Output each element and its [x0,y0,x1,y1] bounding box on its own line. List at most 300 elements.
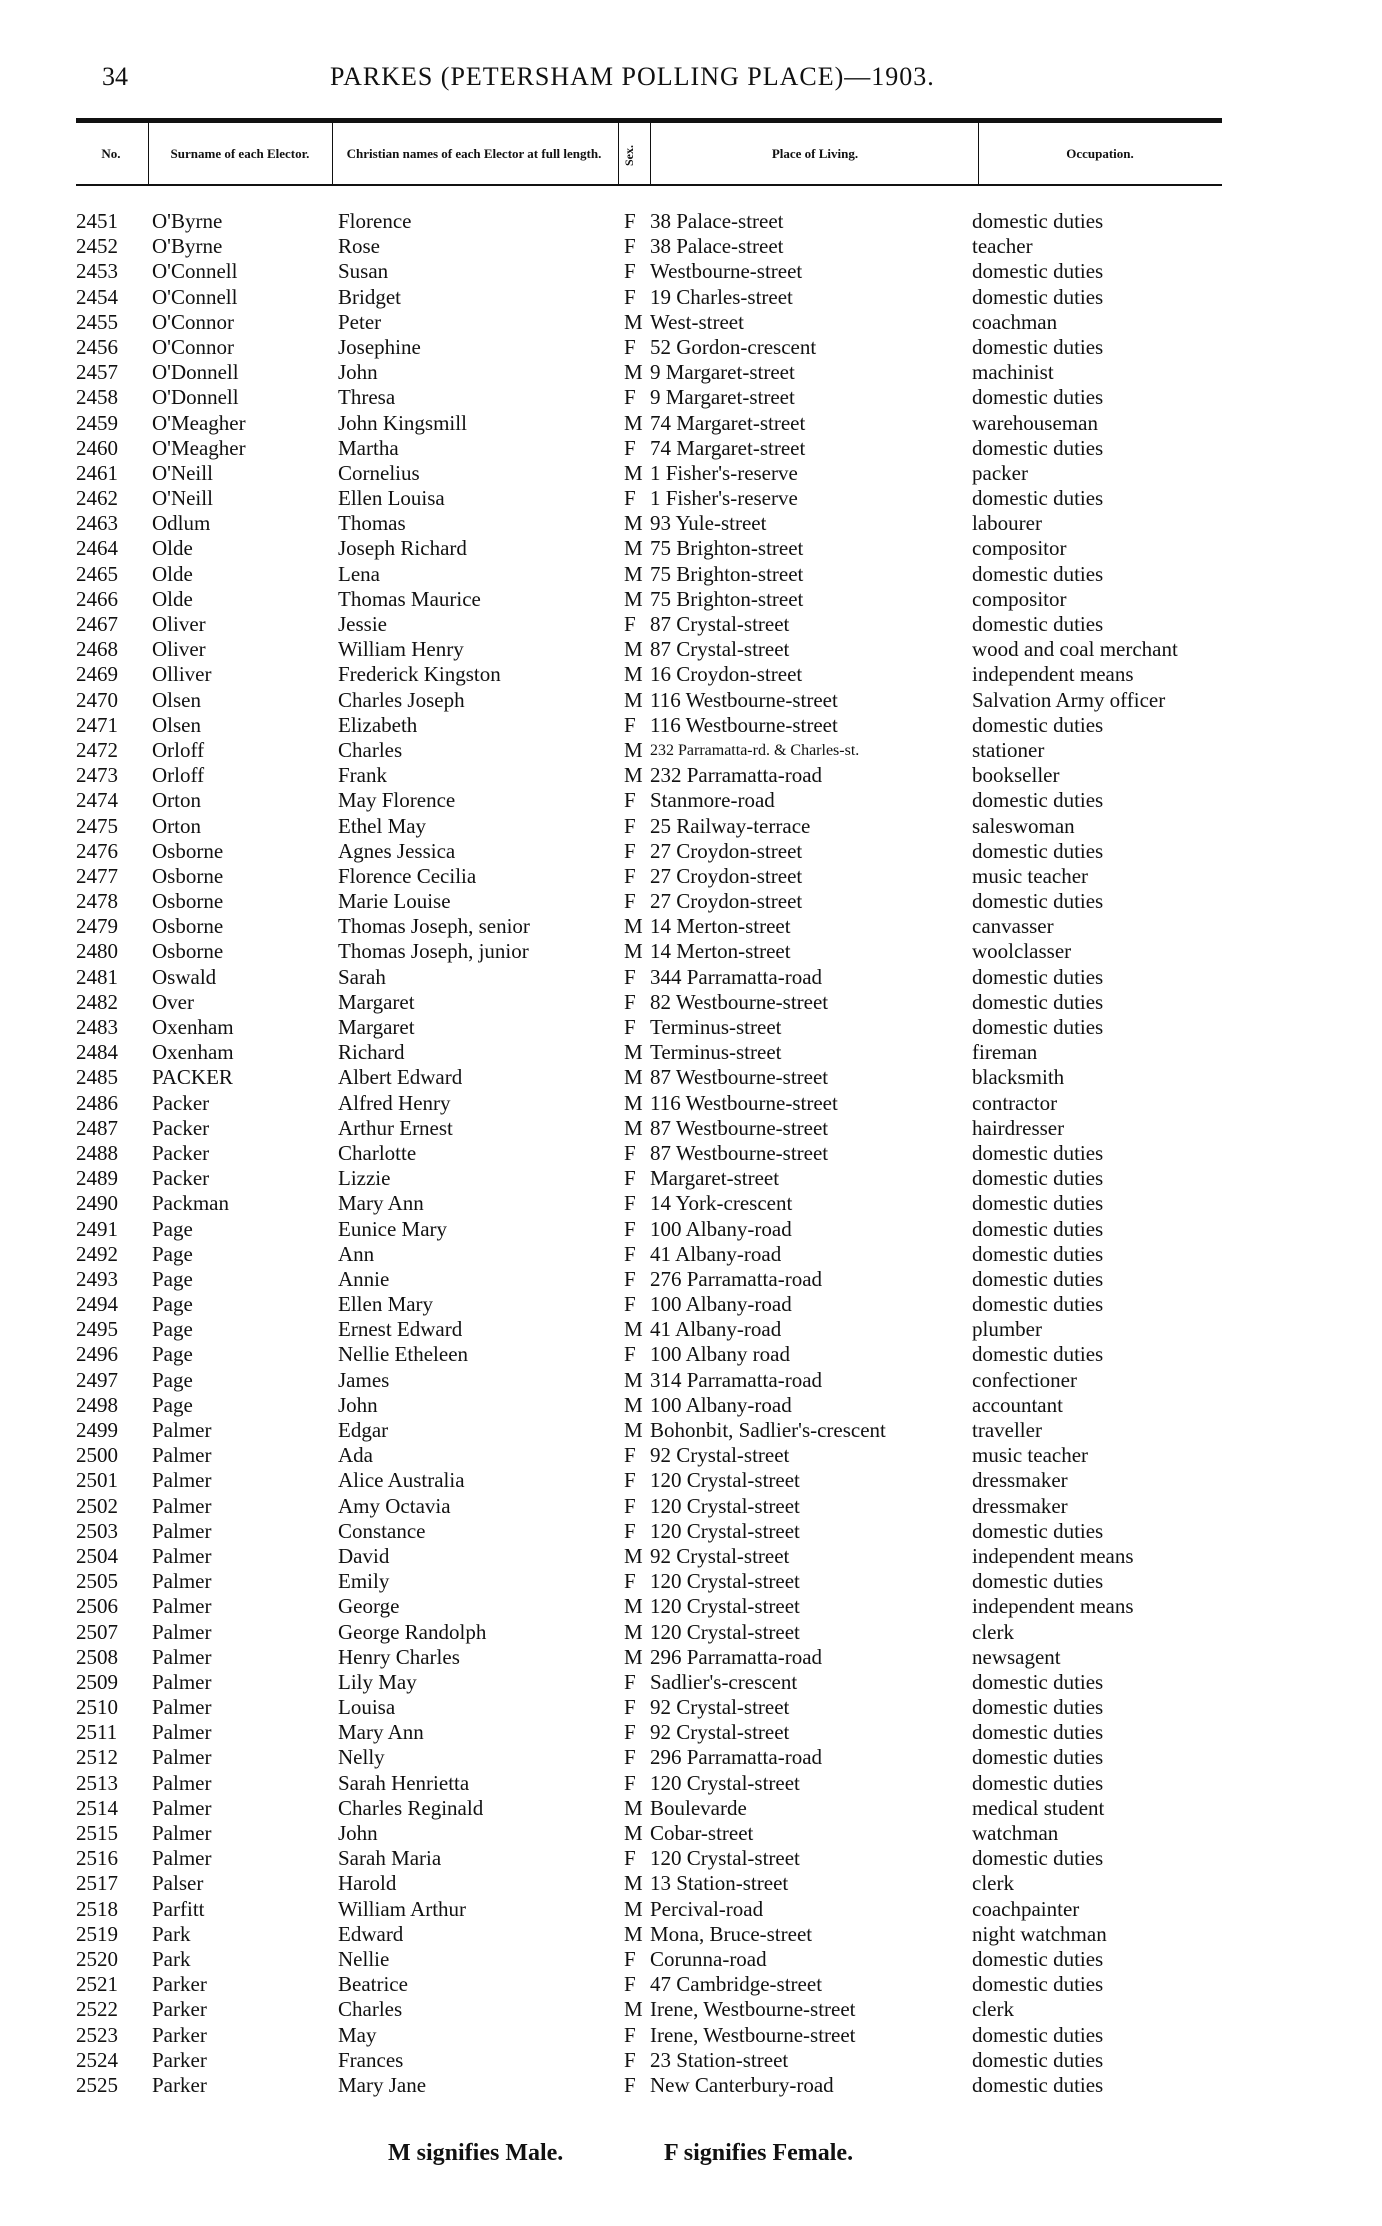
elector-list [0,209,1382,2098]
elector-place: 74 Margaret-street [650,410,806,435]
elector-occupation: woolclasser [972,939,1072,964]
table-row [0,1620,1382,1645]
elector-christian-names: Ellen Mary [338,1292,434,1317]
elector-sex: M [624,1090,643,1115]
elector-place: Margaret-street [650,1166,780,1191]
elector-number: 2520 [76,1946,118,1971]
col-header-christian: Christian names of each Elector at full length. [346,146,602,161]
elector-occupation: domestic duties [972,1695,1104,1720]
table-row [0,889,1382,914]
table-row [0,1468,1382,1493]
elector-occupation: domestic duties [972,2047,1104,2072]
elector-sex: M [624,586,643,611]
elector-number: 2466 [76,586,118,611]
table-row [0,2048,1382,2073]
elector-christian-names: Agnes Jessica [338,838,456,863]
elector-number: 2487 [76,1115,118,1140]
elector-occupation: domestic duties [972,1266,1104,1291]
elector-sex: M [624,1543,643,1568]
elector-christian-names: Peter [338,309,382,334]
elector-christian-names: John [338,1392,378,1417]
elector-surname: Palmer [152,1443,212,1468]
elector-surname: Palmer [152,1468,212,1493]
table-row [0,1871,1382,1896]
elector-place: 120 Crystal-street [650,1770,800,1795]
elector-surname: Palmer [152,1594,212,1619]
table-row [0,511,1382,536]
elector-place: Irene, Westbourne-street [650,2022,856,2047]
elector-number: 2465 [76,561,118,586]
elector-sex: M [624,1619,643,1644]
elector-christian-names: May Florence [338,788,456,813]
elector-sex: F [624,234,636,259]
divider [650,122,651,184]
elector-christian-names: Charlotte [338,1140,417,1165]
elector-sex: M [624,1644,643,1669]
table-row [0,662,1382,687]
elector-christian-names: James [338,1367,390,1392]
elector-surname: O'Donnell [152,360,239,385]
elector-occupation: dressmaker [972,1493,1068,1518]
elector-occupation: coachman [972,309,1058,334]
table-row [0,814,1382,839]
elector-occupation: blacksmith [972,1065,1065,1090]
table-row [0,990,1382,1015]
elector-place: 23 Station-street [650,2047,789,2072]
elector-number: 2522 [76,1997,118,2022]
elector-place: Corunna-road [650,1946,767,1971]
table-row [0,1191,1382,1216]
elector-surname: Parker [152,1997,207,2022]
elector-place: 9 Margaret-street [650,360,795,385]
elector-place: 87 Westbourne-street [650,1140,829,1165]
elector-christian-names: Thomas Joseph, senior [338,914,530,939]
elector-number: 2469 [76,662,118,687]
table-row [0,1091,1382,1116]
elector-sex: M [624,1871,643,1896]
elector-sex: M [624,737,643,762]
table-row [0,310,1382,335]
elector-sex: F [624,1669,636,1694]
elector-surname: Parfitt [152,1896,205,1921]
elector-place: Cobar-street [650,1821,754,1845]
table-row [0,1695,1382,1720]
table-row [0,2023,1382,2048]
table-row [0,436,1382,461]
elector-occupation: domestic duties [972,1342,1104,1367]
elector-sex: M [624,687,643,712]
elector-sex: F [624,1166,636,1191]
elector-surname: Osborne [152,838,224,863]
elector-occupation: clerk [972,1871,1014,1896]
elector-occupation: domestic duties [972,284,1104,309]
elector-sex: F [624,1946,636,1971]
elector-surname: O'Neill [152,460,213,485]
elector-surname: Orton [152,813,201,838]
elector-surname: O'Byrne [152,234,223,259]
elector-number: 2515 [76,1821,118,1845]
elector-number: 2518 [76,1896,118,1921]
elector-place: 75 Brighton-street [650,586,804,611]
table-row [0,839,1382,864]
table-row [0,1116,1382,1141]
elector-place: 116 Westbourne-street [650,687,838,712]
table-row [0,1443,1382,1468]
elector-number: 2472 [76,737,118,762]
elector-christian-names: Constance [338,1518,426,1543]
elector-number: 2477 [76,863,118,888]
divider [148,122,149,184]
elector-number: 2460 [76,435,118,460]
elector-occupation: newsagent [972,1644,1061,1669]
elector-number: 2455 [76,309,118,334]
elector-christian-names: Nellie [338,1946,390,1971]
page-header [0,62,1382,102]
elector-place: 38 Palace-street [650,234,784,259]
elector-place: 100 Albany-road [650,1292,792,1317]
elector-place: 314 Parramatta-road [650,1367,823,1392]
elector-place: 16 Croydon-street [650,662,803,687]
elector-place: 232 Parramatta-road [650,763,823,788]
table-row [0,1947,1382,1972]
elector-christian-names: Mary Ann [338,1191,424,1216]
elector-occupation: independent means [972,662,1134,687]
elector-number: 2501 [76,1468,118,1493]
elector-christian-names: Edward [338,1921,404,1946]
elector-sex: F [624,486,636,511]
elector-number: 2513 [76,1770,118,1795]
elector-christian-names: George Randolph [338,1619,487,1644]
elector-occupation: canvasser [972,914,1054,939]
elector-place: 9 Margaret-street [650,385,795,410]
elector-place: 38 Palace-street [650,209,784,233]
elector-number: 2473 [76,763,118,788]
elector-place: 52 Gordon-crescent [650,334,817,359]
elector-christian-names: Richard [338,1040,405,1065]
elector-place: 296 Parramatta-road [650,1745,823,1770]
elector-sex: F [624,435,636,460]
elector-occupation: warehouseman [972,410,1098,435]
elector-place: 27 Croydon-street [650,863,803,888]
table-row [0,2073,1382,2098]
elector-occupation: domestic duties [972,1972,1104,1997]
elector-christian-names: Eunice Mary [338,1216,448,1241]
divider [332,122,333,184]
elector-christian-names: Joseph Richard [338,536,467,561]
elector-sex: M [624,1795,643,1820]
elector-sex: F [624,612,636,636]
elector-christian-names: Susan [338,259,389,284]
elector-sex: M [624,939,643,964]
elector-christian-names: Charles [338,1997,403,2022]
elector-sex: M [624,1115,643,1140]
elector-sex: F [624,989,636,1014]
table-row [0,1267,1382,1292]
elector-surname: Page [152,1392,193,1417]
elector-occupation: saleswoman [972,813,1075,838]
elector-number: 2514 [76,1795,118,1820]
elector-surname: Page [152,1292,193,1317]
elector-occupation: hairdresser [972,1115,1065,1140]
elector-sex: M [624,1065,643,1090]
elector-christian-names: John [338,1821,378,1845]
elector-number: 2480 [76,939,118,964]
elector-surname: Olde [152,561,193,586]
elector-surname: Palmer [152,1795,212,1820]
elector-surname: Palmer [152,1745,212,1770]
table-row [0,285,1382,310]
page-number: 34 [102,62,128,91]
elector-occupation: coachpainter [972,1896,1080,1921]
elector-sex: F [624,1695,636,1720]
elector-surname: Palmer [152,1821,212,1845]
elector-occupation: domestic duties [972,385,1104,410]
elector-occupation: domestic duties [972,788,1104,813]
elector-sex: M [624,309,643,334]
elector-number: 2462 [76,486,118,511]
elector-place: 75 Brighton-street [650,561,804,586]
elector-christian-names: Mary Jane [338,2072,427,2097]
elector-place: 19 Charles-street [650,284,793,309]
elector-number: 2497 [76,1367,118,1392]
table-row [0,1242,1382,1267]
elector-number: 2525 [76,2072,118,2097]
elector-place: 14 Merton-street [650,939,791,964]
table-row [0,259,1382,284]
elector-number: 2476 [76,838,118,863]
elector-number: 2490 [76,1191,118,1216]
elector-occupation: music teacher [972,863,1089,888]
elector-occupation: domestic duties [972,1241,1104,1266]
elector-place: Mona, Bruce-street [650,1921,813,1946]
col-header-sex: Sex. [622,145,636,167]
elector-christian-names: Florence Cecilia [338,863,477,888]
elector-sex: F [624,1292,636,1317]
table-row [0,1544,1382,1569]
table-row [0,1796,1382,1821]
col-header-no: No. [101,146,121,161]
elector-surname: Olde [152,586,193,611]
elector-surname: Parker [152,2047,207,2072]
elector-occupation: domestic duties [972,964,1104,989]
elector-occupation: domestic duties [972,435,1104,460]
elector-place: 1 Fisher's-reserve [650,486,798,511]
elector-sex: F [624,838,636,863]
elector-surname: Palser [152,1871,204,1896]
elector-occupation: domestic duties [972,889,1104,914]
elector-number: 2491 [76,1216,118,1241]
table-row [0,1645,1382,1670]
elector-sex: F [624,209,636,233]
elector-place: 92 Crystal-street [650,1695,790,1720]
elector-surname: Palmer [152,1846,212,1871]
elector-surname: Palmer [152,1518,212,1543]
elector-number: 2509 [76,1669,118,1694]
elector-surname: Parker [152,2022,207,2047]
elector-sex: M [624,536,643,561]
elector-surname: Oxenham [152,1015,234,1039]
elector-surname: Parker [152,2072,207,2097]
table-row [0,1922,1382,1947]
elector-occupation: compositor [972,586,1067,611]
elector-sex: F [624,1443,636,1468]
elector-christian-names: Ethel May [338,813,427,838]
elector-occupation: domestic duties [972,2072,1104,2097]
elector-surname: Oxenham [152,1040,234,1065]
elector-number: 2485 [76,1065,118,1090]
elector-sex: F [624,1468,636,1493]
elector-place: Irene, Westbourne-street [650,1997,856,2022]
elector-occupation: independent means [972,1594,1134,1619]
elector-sex: M [624,561,643,586]
elector-surname: Oswald [152,964,217,989]
elector-sex: F [624,1770,636,1795]
elector-surname: Page [152,1241,193,1266]
elector-occupation: domestic duties [972,1946,1104,1971]
elector-christian-names: John [338,360,378,385]
elector-place: 41 Albany-road [650,1241,782,1266]
divider [978,122,979,184]
elector-place: Bohonbit, Sadlier's-crescent [650,1418,886,1442]
elector-occupation: machinist [972,360,1054,385]
elector-christian-names: Frank [338,763,387,788]
elector-place: 120 Crystal-street [650,1569,800,1594]
elector-number: 2498 [76,1392,118,1417]
elector-place: 93 Yule-street [650,511,767,536]
elector-christian-names: Sarah Henrietta [338,1770,470,1795]
elector-occupation: domestic duties [972,2022,1104,2047]
elector-place: 14 Merton-street [650,914,791,939]
elector-christian-names: Alice Australia [338,1468,465,1493]
elector-christian-names: Albert Edward [338,1065,463,1090]
elector-occupation: traveller [972,1418,1042,1442]
elector-christian-names: Nelly [338,1745,385,1770]
elector-number: 2505 [76,1569,118,1594]
table-row [0,587,1382,612]
elector-christian-names: Alfred Henry [338,1090,451,1115]
elector-number: 2507 [76,1619,118,1644]
table-row [0,914,1382,939]
elector-occupation: domestic duties [972,1518,1104,1543]
table-row [0,1166,1382,1191]
elector-number: 2517 [76,1871,118,1896]
elector-occupation: Salvation Army officer [972,687,1166,712]
elector-sex: M [624,1594,643,1619]
elector-occupation: clerk [972,1619,1014,1644]
elector-christian-names: Lena [338,561,380,586]
elector-christian-names: Charles Reginald [338,1795,484,1820]
elector-occupation: domestic duties [972,838,1104,863]
elector-number: 2453 [76,259,118,284]
elector-number: 2495 [76,1317,118,1342]
table-row [0,1745,1382,1770]
elector-christian-names: John Kingsmill [338,410,467,435]
elector-christian-names: Sarah [338,964,386,989]
elector-sex: M [624,1317,643,1342]
elector-surname: Palmer [152,1695,212,1720]
elector-sex: F [624,1015,636,1039]
elector-place: 296 Parramatta-road [650,1644,823,1669]
elector-sex: M [624,914,643,939]
table-row [0,1368,1382,1393]
elector-surname: PACKER [152,1065,233,1090]
elector-place: Percival-road [650,1896,764,1921]
elector-place: 120 Crystal-street [650,1619,800,1644]
elector-number: 2508 [76,1644,118,1669]
legend-male: M signifies Male. [388,2140,564,2166]
elector-number: 2493 [76,1266,118,1291]
elector-occupation: contractor [972,1090,1058,1115]
elector-christian-names: Thomas [338,511,406,536]
elector-place: Boulevarde [650,1795,747,1820]
elector-sex: M [624,460,643,485]
elector-sex: F [624,813,636,838]
elector-occupation: domestic duties [972,1720,1104,1745]
elector-number: 2481 [76,964,118,989]
elector-occupation: night watchman [972,1921,1107,1946]
page-title: PARKES (PETERSHAM POLLING PLACE)—1903. [330,62,935,91]
elector-number: 2489 [76,1166,118,1191]
elector-place: 120 Crystal-street [650,1518,800,1543]
elector-christian-names: Margaret [338,989,415,1014]
elector-christian-names: Thresa [338,385,396,410]
elector-place: 120 Crystal-street [650,1846,800,1871]
elector-number: 2452 [76,234,118,259]
table-row [0,209,1382,234]
elector-christian-names: Thomas Maurice [338,586,481,611]
table-row [0,1519,1382,1544]
elector-place: 47 Cambridge-street [650,1972,823,1997]
elector-sex: M [624,637,643,662]
elector-place: 87 Crystal-street [650,637,790,662]
elector-sex: F [624,1266,636,1291]
elector-number: 2524 [76,2047,118,2072]
elector-christian-names: Thomas Joseph, junior [338,939,529,964]
elector-number: 2468 [76,637,118,662]
elector-number: 2483 [76,1015,118,1039]
elector-number: 2461 [76,460,118,485]
table-row [0,1292,1382,1317]
elector-number: 2475 [76,813,118,838]
elector-number: 2504 [76,1543,118,1568]
elector-place: 92 Crystal-street [650,1720,790,1745]
elector-sex: F [624,2072,636,2097]
elector-christian-names: Rose [338,234,380,259]
elector-surname: Page [152,1367,193,1392]
elector-number: 2471 [76,712,118,737]
header-rule [76,118,1222,123]
elector-occupation: domestic duties [972,1191,1104,1216]
elector-number: 2510 [76,1695,118,1720]
table-row [0,486,1382,511]
elector-occupation: domestic duties [972,1745,1104,1770]
elector-place: 41 Albany-road [650,1317,782,1342]
elector-christian-names: Annie [338,1266,390,1291]
elector-occupation: plumber [972,1317,1042,1342]
elector-surname: O'Neill [152,486,213,511]
elector-surname: Palmer [152,1770,212,1795]
elector-occupation: domestic duties [972,1292,1104,1317]
elector-sex: M [624,410,643,435]
table-row [0,234,1382,259]
elector-place: 82 Westbourne-street [650,989,829,1014]
elector-sex: F [624,1342,636,1367]
elector-place: 100 Albany road [650,1342,790,1367]
elector-occupation: domestic duties [972,989,1104,1014]
elector-sex: F [624,1140,636,1165]
elector-number: 2459 [76,410,118,435]
elector-christian-names: William Arthur [338,1896,467,1921]
